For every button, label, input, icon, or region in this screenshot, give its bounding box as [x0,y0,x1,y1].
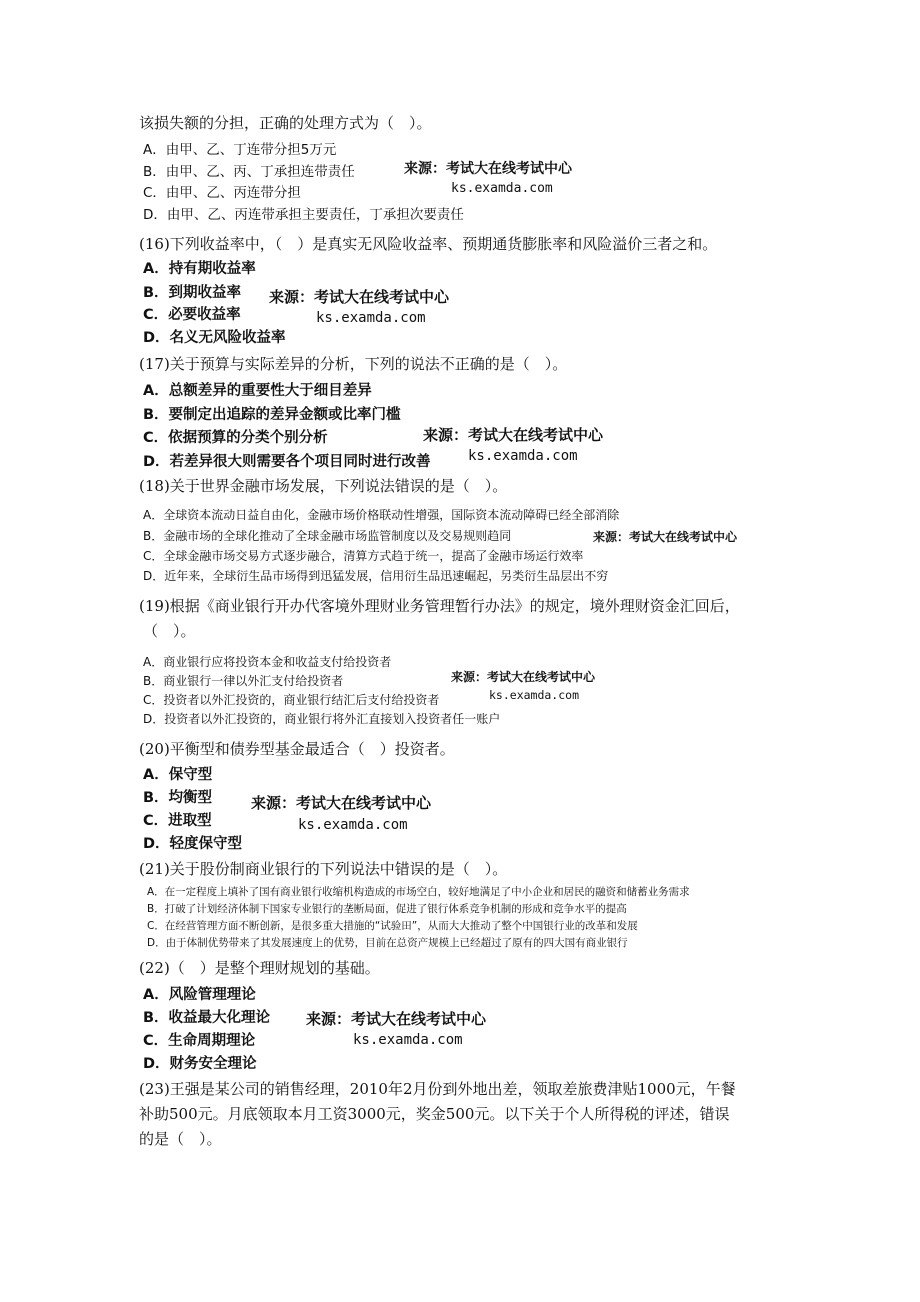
q16-option-d: D．名义无风险收益率 [143,330,286,346]
q23-stem-line2: 补助500元。月底领取本月工资3000元，奖金500元。以下关于个人所得税的评述，错误 [139,1105,730,1123]
q15-stem: 该损失额的分担，正确的处理方式为（ ）。 [139,114,432,132]
q21-option-a: A．在一定程度上填补了国有商业银行收缩机构造成的市场空白，较好地满足了中小企业和居民的融资和储蓄业务需求 [147,886,690,898]
watermark-source-url: ks.examda.com [489,688,580,702]
watermark-source-title: 来源：考试大在线考试中心 [269,288,450,306]
q21-option-c: C．在经营管理方面不断创新，是很多重大措施的“试验田”，从而大大推动了整个中国银行业的改革和发展 [147,920,638,932]
q21-stem: (21)关于股份制商业银行的下列说法中错误的是（ ）。 [139,860,508,878]
watermark-source-url: ks.examda.com [316,310,426,326]
q22-option-a: A．风险管理理论 [143,987,256,1003]
q17-stem: (17)关于预算与实际差异的分析，下列的说法不正确的是（ ）。 [139,355,568,373]
q23-stem-line3: 的是（ ）。 [139,1130,222,1148]
watermark-source-title: 来源：考试大在线考试中心 [404,161,572,177]
q18-option-d: D．近年来，全球衍生品市场得到迅猛发展，信用衍生品迅速崛起，另类衍生品层出不穷 [143,569,609,583]
q15-option-a: A．由甲、乙、丁连带分担5万元 [143,142,337,158]
q19-option-d: D．投资者以外汇投资的，商业银行将外汇直接划入投资者任一账户 [143,712,501,726]
q20-option-a: A．保守型 [143,767,213,783]
q19-option-a: A．商业银行应将投资本金和收益支付给投资者 [143,655,392,669]
q23-stem-line1: (23)王强是某公司的销售经理，2010年2月份到外地出差，领取差旅费津贴1000元，午餐 [139,1080,736,1098]
q17-option-a: A．总额差异的重要性大于细目差异 [143,383,372,399]
q19-stem-line2: （ ）。 [143,622,196,640]
q16-option-c: C．必要收益率 [143,307,241,323]
q16-option-a: A．持有期收益率 [143,261,256,277]
q20-option-c: C．进取型 [143,813,212,829]
q18-option-c: C．全球金融市场交易方式逐步融合，清算方式趋于统一，提高了金融市场运行效率 [143,549,584,563]
q16-stem: (16)下列收益率中，（ ）是真实无风险收益率、预期通货膨胀率和风险溢价三者之和。 [139,235,718,253]
q19-option-c: C．投资者以外汇投资的，商业银行结汇后支付给投资者 [143,693,440,707]
q22-option-d: D．财务安全理论 [143,1056,257,1072]
q19-option-b: B．商业银行一律以外汇支付给投资者 [143,674,344,688]
q15-option-b: B．由甲、乙、丙、丁承担连带责任 [143,164,355,180]
q17-option-b: B．要制定出追踪的差异金额或比率门槛 [143,407,401,423]
q21-option-b: B．打破了计划经济体制下国家专业银行的垄断局面，促进了银行体系竞争机制的形成和竞争水平的提高 [147,903,627,915]
q22-option-b: B．收益最大化理论 [143,1010,271,1026]
q19-stem-line1: (19)根据《商业银行开办代客境外理财业务管理暂行办法》的规定，境外理财资金汇回后， [139,597,740,615]
q15-option-c: C．由甲、乙、丙连带分担 [143,185,301,201]
q17-option-d: D．若差异很大则需要各个项目同时进行改善 [143,454,431,470]
watermark-source-title: 来源：考试大在线考试中心 [451,670,596,684]
q22-stem: (22)（ ）是整个理财规划的基础。 [139,959,380,977]
q21-option-d: D．由于体制优势带来了其发展速度上的优势，目前在总资产规模上已经超过了原有的四大国有商业银行 [147,937,628,949]
q20-stem: (20)平衡型和债券型基金最适合（ ）投资者。 [139,740,455,758]
watermark-source-title: 来源：考试大在线考试中心 [423,426,604,444]
q18-option-a: A．全球资本流动日益自由化，金融市场价格联动性增强，国际资本流动障碍已经全部消除 [143,508,620,522]
watermark-source-url: ks.examda.com [353,1032,463,1048]
watermark-source-url: ks.examda.com [468,448,578,464]
q16-option-b: B．到期收益率 [143,285,242,301]
watermark-source-url: ks.examda.com [298,817,408,833]
q15-option-d: D．由甲、乙、丙连带承担主要责任，丁承担次要责任 [143,207,464,223]
watermark-source-title: 来源：考试大在线考试中心 [251,794,432,812]
q18-option-b: B．金融市场的全球化推动了全球金融市场监管制度以及交易规则趋同 [143,529,512,543]
q17-option-c: C．依据预算的分类个别分析 [143,430,328,446]
watermark-source-title: 来源：考试大在线考试中心 [306,1010,487,1028]
q20-option-d: D．轻度保守型 [143,836,243,852]
watermark-source-url: ks.examda.com [451,181,553,196]
watermark-source-title: 来源：考试大在线考试中心 [593,530,738,544]
q20-option-b: B．均衡型 [143,790,213,806]
q18-stem: (18)关于世界金融市场发展，下列说法错误的是（ ）。 [139,477,508,495]
q22-option-c: C．生命周期理论 [143,1033,256,1049]
